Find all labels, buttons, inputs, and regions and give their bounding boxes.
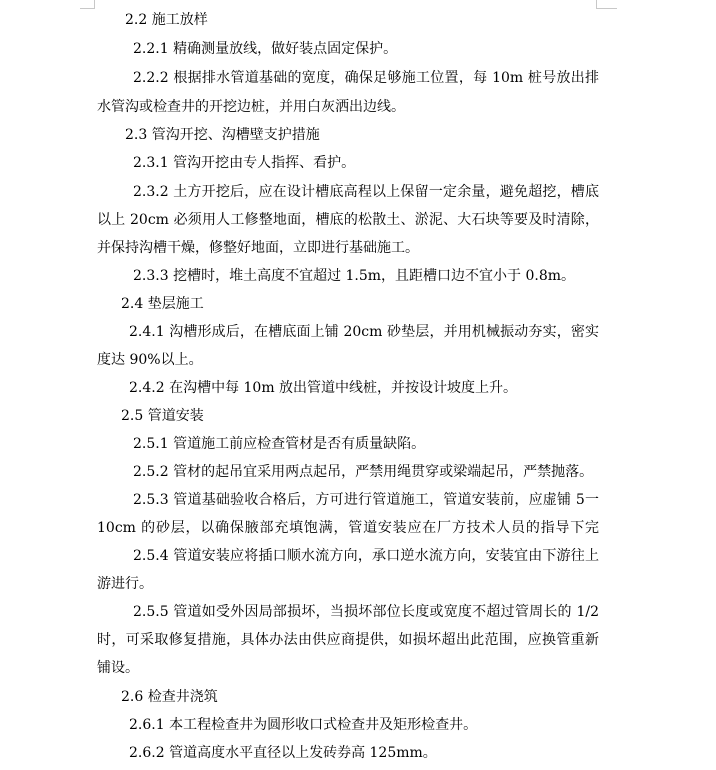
- section-heading: 2.3 管沟开挖、沟槽壁支护措施: [125, 127, 320, 143]
- paragraph-line: 2.5.1 管道施工前应检查管材是否有质量缺陷。: [133, 436, 426, 452]
- paragraph-line: 铺设。: [97, 660, 139, 676]
- paragraph-line: 2.2.1 精确测量放线，做好装点固定保护。: [133, 41, 398, 57]
- paragraph-line: 时，可采取修复措施，具体办法由供应商提供，如损坏超出此范围，应换管重新: [97, 632, 599, 648]
- paragraph-line: 2.4.2 在沟槽中每 10m 放出管道中线桩，并按设计坡度上升。: [129, 380, 518, 396]
- right-margin-corner-mark: [596, 0, 617, 9]
- paragraph-line: 以上 20cm 必须用人工修整地面，槽底的松散土、淤泥、大石块等要及时清除，: [97, 212, 599, 228]
- paragraph-line: 2.5.5 管道如受外因局部损坏，当损坏部位长度或宽度不超过管周长的 1/2: [133, 604, 599, 620]
- paragraph-line: 2.5.2 管材的起吊宜采用两点起吊，严禁用绳贯穿或梁端起吊，严禁抛落。: [133, 464, 594, 480]
- paragraph-line: 2.5.3 管道基础验收合格后，方可进行管道施工，管道安装前，应虚铺 5一: [133, 492, 599, 508]
- section-heading: 2.4 垫层施工: [121, 296, 204, 312]
- paragraph-line: 2.4.1 沟槽形成后，在槽底面上铺 20cm 砂垫层，并用机械振动夯实，密实: [129, 324, 599, 340]
- section-heading: 2.6 检查井浇筑: [121, 689, 218, 705]
- section-heading: 2.5 管道安装: [121, 408, 204, 424]
- paragraph-line: 度达 90%以上。: [97, 352, 203, 368]
- paragraph-line: 游进行。: [97, 576, 153, 592]
- paragraph-line: 2.3.1 管沟开挖由专人指挥、看护。: [133, 155, 356, 171]
- paragraph-line: 2.3.3 挖槽时，堆土高度不宜超过 1.5m，且距槽口边不宜小于 0.8m。: [133, 268, 576, 284]
- paragraph-line: 2.5.4 管道安装应将插口顺水流方向，承口逆水流方向，安装宜由下游往上: [133, 548, 599, 564]
- paragraph-line: 水管沟或检查井的开挖边桩，并用白灰洒出边线。: [97, 99, 405, 115]
- paragraph-line: 并保持沟槽干燥，修整好地面，立即进行基础施工。: [97, 240, 419, 256]
- paragraph-line: 2.3.2 土方开挖后，应在设计槽底高程以上保留一定余量，避免超挖，槽底: [133, 184, 599, 200]
- paragraph-line: 10cm 的砂层，以确保腋部充填饱满，管道安装应在厂方技术人员的指导下完: [97, 520, 599, 536]
- left-margin-corner-mark: [80, 0, 95, 9]
- paragraph-line: 2.2.2 根据排水管道基础的宽度，确保足够施工位置，每 10m 桩号放出排: [133, 70, 599, 86]
- paragraph-line: 2.6.2 管道高度水平直径以上发砖券高 125mm。: [129, 745, 437, 761]
- paragraph-line: 2.6.1 本工程检查井为圆形收口式检查井及矩形检查井。: [129, 717, 478, 733]
- section-heading: 2.2 施工放样: [125, 12, 208, 28]
